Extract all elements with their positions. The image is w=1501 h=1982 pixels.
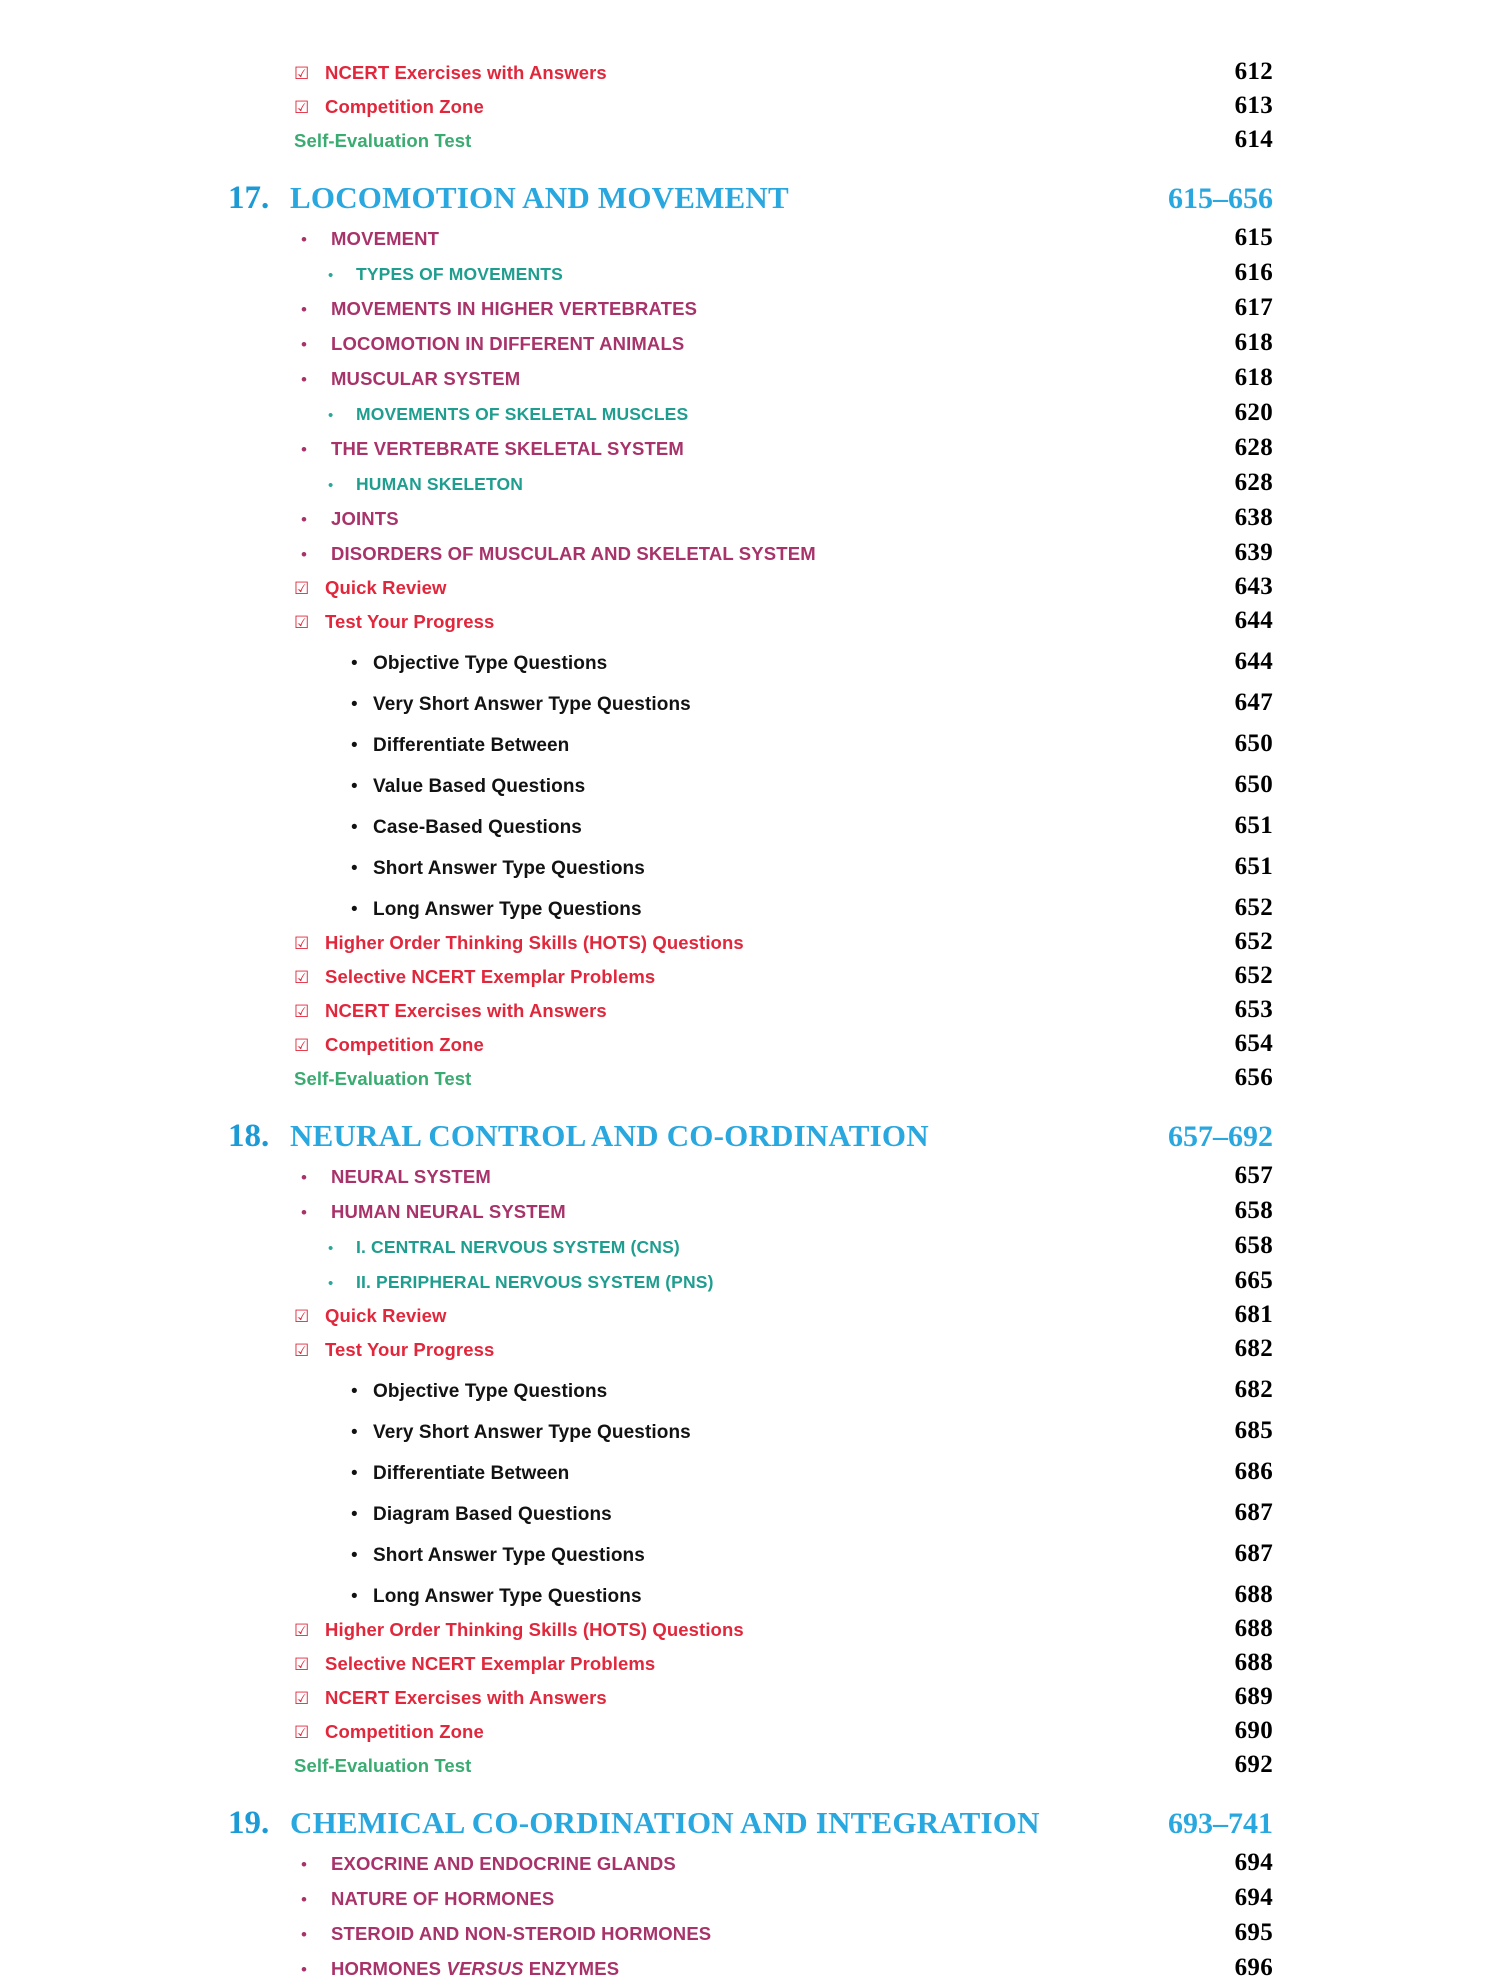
checkbox-icon: ☑ xyxy=(294,98,310,117)
page-number: 686 xyxy=(1234,1458,1273,1485)
page-number: 651 xyxy=(1234,812,1273,839)
toc-entry-sub[interactable] xyxy=(228,648,1273,676)
toc-entry-label: Competition Zone xyxy=(325,1721,484,1742)
toc-entry-level1[interactable] xyxy=(228,364,1273,392)
checkbox-icon: ☑ xyxy=(294,1002,310,1021)
toc-entry-checkbox[interactable] xyxy=(228,996,1273,1024)
page-number: 653 xyxy=(1234,996,1273,1023)
page-number: 644 xyxy=(1234,648,1273,675)
page-number: 682 xyxy=(1234,1376,1273,1403)
bullet-icon: • xyxy=(301,1203,307,1222)
toc-entry-level1[interactable] xyxy=(228,1162,1273,1190)
toc-entry-checkbox[interactable] xyxy=(228,1683,1273,1711)
toc-entry-sub[interactable] xyxy=(228,812,1273,840)
chapter-page-range: 657–692 xyxy=(1168,1120,1273,1153)
toc-entry-checkbox[interactable] xyxy=(228,928,1273,956)
chapter-number: 19. xyxy=(228,1805,270,1841)
page-number: 694 xyxy=(1234,1849,1273,1876)
toc-entry-label: JOINTS xyxy=(331,508,399,529)
bullet-icon: • xyxy=(328,1275,334,1292)
toc-entry-label: Differentiate Between xyxy=(373,1463,570,1484)
page-number: 652 xyxy=(1234,894,1273,921)
toc-entry-label: HUMAN SKELETON xyxy=(356,474,524,494)
bullet-icon: • xyxy=(328,1240,334,1257)
toc-entry-label: Higher Order Thinking Skills (HOTS) Questions xyxy=(325,932,744,953)
checkbox-icon: ☑ xyxy=(294,1621,310,1640)
toc-entry-label: DISORDERS OF MUSCULAR AND SKELETAL SYSTEM xyxy=(331,543,816,564)
toc-entry-sub[interactable] xyxy=(228,1540,1273,1568)
chapter-header[interactable] xyxy=(228,1118,1273,1155)
chapter-title: LOCOMOTION AND MOVEMENT xyxy=(290,180,789,215)
toc-entry-label: LOCOMOTION IN DIFFERENT ANIMALS xyxy=(331,333,685,354)
toc-entry-label: EXOCRINE AND ENDOCRINE GLANDS xyxy=(331,1853,676,1874)
bullet-icon: • xyxy=(351,694,358,715)
toc-entry-checkbox[interactable] xyxy=(228,962,1273,990)
bullet-icon: • xyxy=(301,300,307,319)
page-number: 687 xyxy=(1234,1499,1273,1526)
bullet-icon: • xyxy=(301,335,307,354)
chapter-header[interactable] xyxy=(228,180,1273,217)
bullet-icon: • xyxy=(351,1504,358,1525)
toc-entry-level1[interactable] xyxy=(228,434,1273,462)
toc-entry-sub[interactable] xyxy=(228,1499,1273,1527)
bullet-icon: • xyxy=(351,817,358,838)
page-number: 658 xyxy=(1234,1197,1273,1224)
chapter-number: 18. xyxy=(228,1118,270,1154)
checkbox-icon: ☑ xyxy=(294,1036,310,1055)
toc-entry-label: HORMONES VERSUS ENZYMES xyxy=(331,1958,620,1979)
checkbox-icon: ☑ xyxy=(294,968,310,987)
page-number: 638 xyxy=(1234,504,1273,531)
toc-entry-label: NCERT Exercises with Answers xyxy=(325,62,607,83)
bullet-icon: • xyxy=(301,370,307,389)
toc-entry-label: THE VERTEBRATE SKELETAL SYSTEM xyxy=(331,438,684,459)
page-number: 652 xyxy=(1234,962,1273,989)
chapter-header[interactable] xyxy=(228,1805,1273,1842)
toc-entry-label: II. PERIPHERAL NERVOUS SYSTEM (PNS) xyxy=(356,1272,714,1292)
page-number: 628 xyxy=(1234,434,1273,461)
toc-entry-checkbox[interactable] xyxy=(228,1301,1273,1329)
page-number: 616 xyxy=(1234,259,1273,286)
toc-entry-label: Diagram Based Questions xyxy=(373,1504,612,1525)
bullet-icon: • xyxy=(328,407,334,424)
chapter-title: CHEMICAL CO-ORDINATION AND INTEGRATION xyxy=(290,1805,1040,1840)
bullet-icon: • xyxy=(301,1960,307,1979)
bullet-icon: • xyxy=(301,1925,307,1944)
page-number: 647 xyxy=(1234,689,1273,716)
page-number: 612 xyxy=(1234,58,1273,85)
bullet-icon: • xyxy=(301,230,307,249)
toc-entry-label: I. CENTRAL NERVOUS SYSTEM (CNS) xyxy=(356,1237,680,1257)
checkbox-icon: ☑ xyxy=(294,1655,310,1674)
toc-entry-label: NEURAL SYSTEM xyxy=(331,1166,491,1187)
bullet-icon: • xyxy=(301,1890,307,1909)
page-number: 688 xyxy=(1234,1581,1273,1608)
toc-entry-label: Objective Type Questions xyxy=(373,653,608,674)
toc-entry-label: MUSCULAR SYSTEM xyxy=(331,368,521,389)
page-number: 617 xyxy=(1234,294,1273,321)
page-number: 650 xyxy=(1234,771,1273,798)
checkbox-icon: ☑ xyxy=(294,1307,310,1326)
page-number: 643 xyxy=(1234,573,1273,600)
page-number: 688 xyxy=(1234,1649,1273,1676)
page-number: 682 xyxy=(1234,1335,1273,1362)
page-number: 696 xyxy=(1234,1954,1273,1981)
toc-entry-sub[interactable] xyxy=(228,1581,1273,1609)
bullet-icon: • xyxy=(351,653,358,674)
toc-entry-label: Short Answer Type Questions xyxy=(373,858,645,879)
page-number: 644 xyxy=(1234,607,1273,634)
bullet-icon: • xyxy=(301,510,307,529)
page-number: 652 xyxy=(1234,928,1273,955)
toc-entry-label: Long Answer Type Questions xyxy=(373,899,642,920)
page-number: 687 xyxy=(1234,1540,1273,1567)
toc-entry-label: MOVEMENT xyxy=(331,228,440,249)
toc-entry-level2[interactable] xyxy=(228,1267,1273,1295)
checkbox-icon: ☑ xyxy=(294,1341,310,1360)
toc-entry-level1[interactable] xyxy=(228,1197,1273,1225)
toc-entry-label: NATURE OF HORMONES xyxy=(331,1888,555,1909)
checkbox-icon: ☑ xyxy=(294,1689,310,1708)
checkbox-icon: ☑ xyxy=(294,613,310,632)
page-number: 656 xyxy=(1234,1064,1273,1091)
toc-entry-label: Test Your Progress xyxy=(325,611,495,632)
page-number: 657 xyxy=(1234,1162,1273,1189)
toc-entry-level1[interactable] xyxy=(228,504,1273,532)
bullet-icon: • xyxy=(301,545,307,564)
chapter-page-range: 693–741 xyxy=(1168,1807,1273,1840)
toc-entry-level1[interactable] xyxy=(228,329,1273,357)
bullet-icon: • xyxy=(328,267,334,284)
toc-entry-label: MOVEMENTS IN HIGHER VERTEBRATES xyxy=(331,298,698,319)
toc-entry-label: Case-Based Questions xyxy=(373,817,582,838)
toc-entry-self-evaluation[interactable] xyxy=(228,1751,1273,1779)
toc-entry-level1[interactable] xyxy=(228,1849,1273,1877)
toc-entry-sub[interactable] xyxy=(228,1417,1273,1445)
toc-entry-checkbox[interactable] xyxy=(228,1335,1273,1363)
toc-entry-label: Competition Zone xyxy=(325,96,484,117)
page-number: 654 xyxy=(1234,1030,1273,1057)
chapter-title: NEURAL CONTROL AND CO-ORDINATION xyxy=(290,1118,929,1153)
bullet-icon: • xyxy=(351,858,358,879)
chapter-page-range: 615–656 xyxy=(1168,182,1273,215)
toc-entry-level2[interactable] xyxy=(228,1232,1273,1260)
toc-entry-sub[interactable] xyxy=(228,894,1273,922)
toc-entry-label: Short Answer Type Questions xyxy=(373,1545,645,1566)
page-number: 639 xyxy=(1234,539,1273,566)
toc-entry-label: Very Short Answer Type Questions xyxy=(373,694,691,715)
toc-entry-level1[interactable] xyxy=(228,539,1273,567)
checkbox-icon: ☑ xyxy=(294,64,310,83)
page-number: 692 xyxy=(1234,1751,1273,1778)
page-number: 613 xyxy=(1234,92,1273,119)
toc-entry-sub[interactable] xyxy=(228,853,1273,881)
toc-list xyxy=(228,58,1273,1982)
checkbox-icon: ☑ xyxy=(294,1723,310,1742)
bullet-icon: • xyxy=(301,440,307,459)
toc-entry-checkbox[interactable] xyxy=(228,1717,1273,1745)
toc-entry-label: NCERT Exercises with Answers xyxy=(325,1687,607,1708)
page-number: 618 xyxy=(1234,329,1273,356)
bullet-icon: • xyxy=(351,1422,358,1443)
toc-entry-label: Quick Review xyxy=(325,1305,447,1326)
toc-entry-sub[interactable] xyxy=(228,1458,1273,1486)
bullet-icon: • xyxy=(351,1381,358,1402)
bullet-icon: • xyxy=(351,776,358,797)
toc-entry-label: HUMAN NEURAL SYSTEM xyxy=(331,1201,566,1222)
toc-entry-checkbox[interactable] xyxy=(228,573,1273,601)
page-number: 615 xyxy=(1234,224,1273,251)
toc-entry-level1[interactable] xyxy=(228,1884,1273,1912)
toc-entry-label: Very Short Answer Type Questions xyxy=(373,1422,691,1443)
page-number: 650 xyxy=(1234,730,1273,757)
toc-entry-label: Selective NCERT Exemplar Problems xyxy=(325,966,656,987)
toc-entry-label: TYPES OF MOVEMENTS xyxy=(356,264,563,284)
toc-entry-label: Long Answer Type Questions xyxy=(373,1586,642,1607)
page-number: 681 xyxy=(1234,1301,1273,1328)
toc-entry-checkbox[interactable] xyxy=(228,92,1273,120)
toc-entry-level1[interactable] xyxy=(228,1954,1273,1982)
toc-entry-label: MOVEMENTS OF SKELETAL MUSCLES xyxy=(356,404,689,424)
toc-entry-label: Objective Type Questions xyxy=(373,1381,608,1402)
page-number: 665 xyxy=(1234,1267,1273,1294)
toc-entry-self-evaluation[interactable] xyxy=(228,126,1273,154)
bullet-icon: • xyxy=(351,735,358,756)
page-number: 651 xyxy=(1234,853,1273,880)
toc-entry-checkbox[interactable] xyxy=(228,607,1273,635)
toc-entry-label: Quick Review xyxy=(325,577,447,598)
page-number: 614 xyxy=(1234,126,1273,153)
toc-entry-level2[interactable] xyxy=(228,469,1273,497)
page-number: 628 xyxy=(1234,469,1273,496)
toc-entry-label: Self-Evaluation Test xyxy=(294,1068,472,1089)
toc-entry-checkbox[interactable] xyxy=(228,58,1273,86)
toc-entry-checkbox[interactable] xyxy=(228,1649,1273,1677)
toc-entry-label: Selective NCERT Exemplar Problems xyxy=(325,1653,656,1674)
bullet-icon: • xyxy=(351,1545,358,1566)
toc-entry-sub[interactable] xyxy=(228,771,1273,799)
checkbox-icon: ☑ xyxy=(294,934,310,953)
toc-entry-label: Value Based Questions xyxy=(373,776,586,797)
page-number: 694 xyxy=(1234,1884,1273,1911)
toc-entry-label: Higher Order Thinking Skills (HOTS) Questions xyxy=(325,1619,744,1640)
toc-entry-level1[interactable] xyxy=(228,224,1273,252)
toc-entry-sub[interactable] xyxy=(228,730,1273,758)
toc-entry-label: Differentiate Between xyxy=(373,735,570,756)
toc-entry-level1[interactable] xyxy=(228,1919,1273,1947)
toc-entry-checkbox[interactable] xyxy=(228,1030,1273,1058)
page-number: 690 xyxy=(1234,1717,1273,1744)
page-number: 620 xyxy=(1234,399,1273,426)
toc-entry-label: Test Your Progress xyxy=(325,1339,495,1360)
toc-entry-self-evaluation[interactable] xyxy=(228,1064,1273,1092)
toc-entry-level2[interactable] xyxy=(228,399,1273,427)
bullet-icon: • xyxy=(351,899,358,920)
toc-entry-sub[interactable] xyxy=(228,689,1273,717)
page-number: 689 xyxy=(1234,1683,1273,1710)
toc-entry-label: NCERT Exercises with Answers xyxy=(325,1000,607,1021)
bullet-icon: • xyxy=(301,1168,307,1187)
page-number: 618 xyxy=(1234,364,1273,391)
toc-entry-label: Competition Zone xyxy=(325,1034,484,1055)
page-number: 685 xyxy=(1234,1417,1273,1444)
page-number: 688 xyxy=(1234,1615,1273,1642)
bullet-icon: • xyxy=(328,477,334,494)
toc-entry-label: Self-Evaluation Test xyxy=(294,1755,472,1776)
toc-entry-checkbox[interactable] xyxy=(228,1615,1273,1643)
bullet-icon: • xyxy=(351,1463,358,1484)
bullet-icon: • xyxy=(301,1855,307,1874)
chapter-number: 17. xyxy=(228,180,270,216)
checkbox-icon: ☑ xyxy=(294,579,310,598)
bullet-icon: • xyxy=(351,1586,358,1607)
page-number: 695 xyxy=(1234,1919,1273,1946)
toc-entry-level1[interactable] xyxy=(228,294,1273,322)
toc-entry-label: STEROID AND NON-STEROID HORMONES xyxy=(331,1923,712,1944)
toc-entry-label: Self-Evaluation Test xyxy=(294,130,472,151)
toc-entry-level2[interactable] xyxy=(228,259,1273,287)
toc-entry-sub[interactable] xyxy=(228,1376,1273,1404)
page-number: 658 xyxy=(1234,1232,1273,1259)
